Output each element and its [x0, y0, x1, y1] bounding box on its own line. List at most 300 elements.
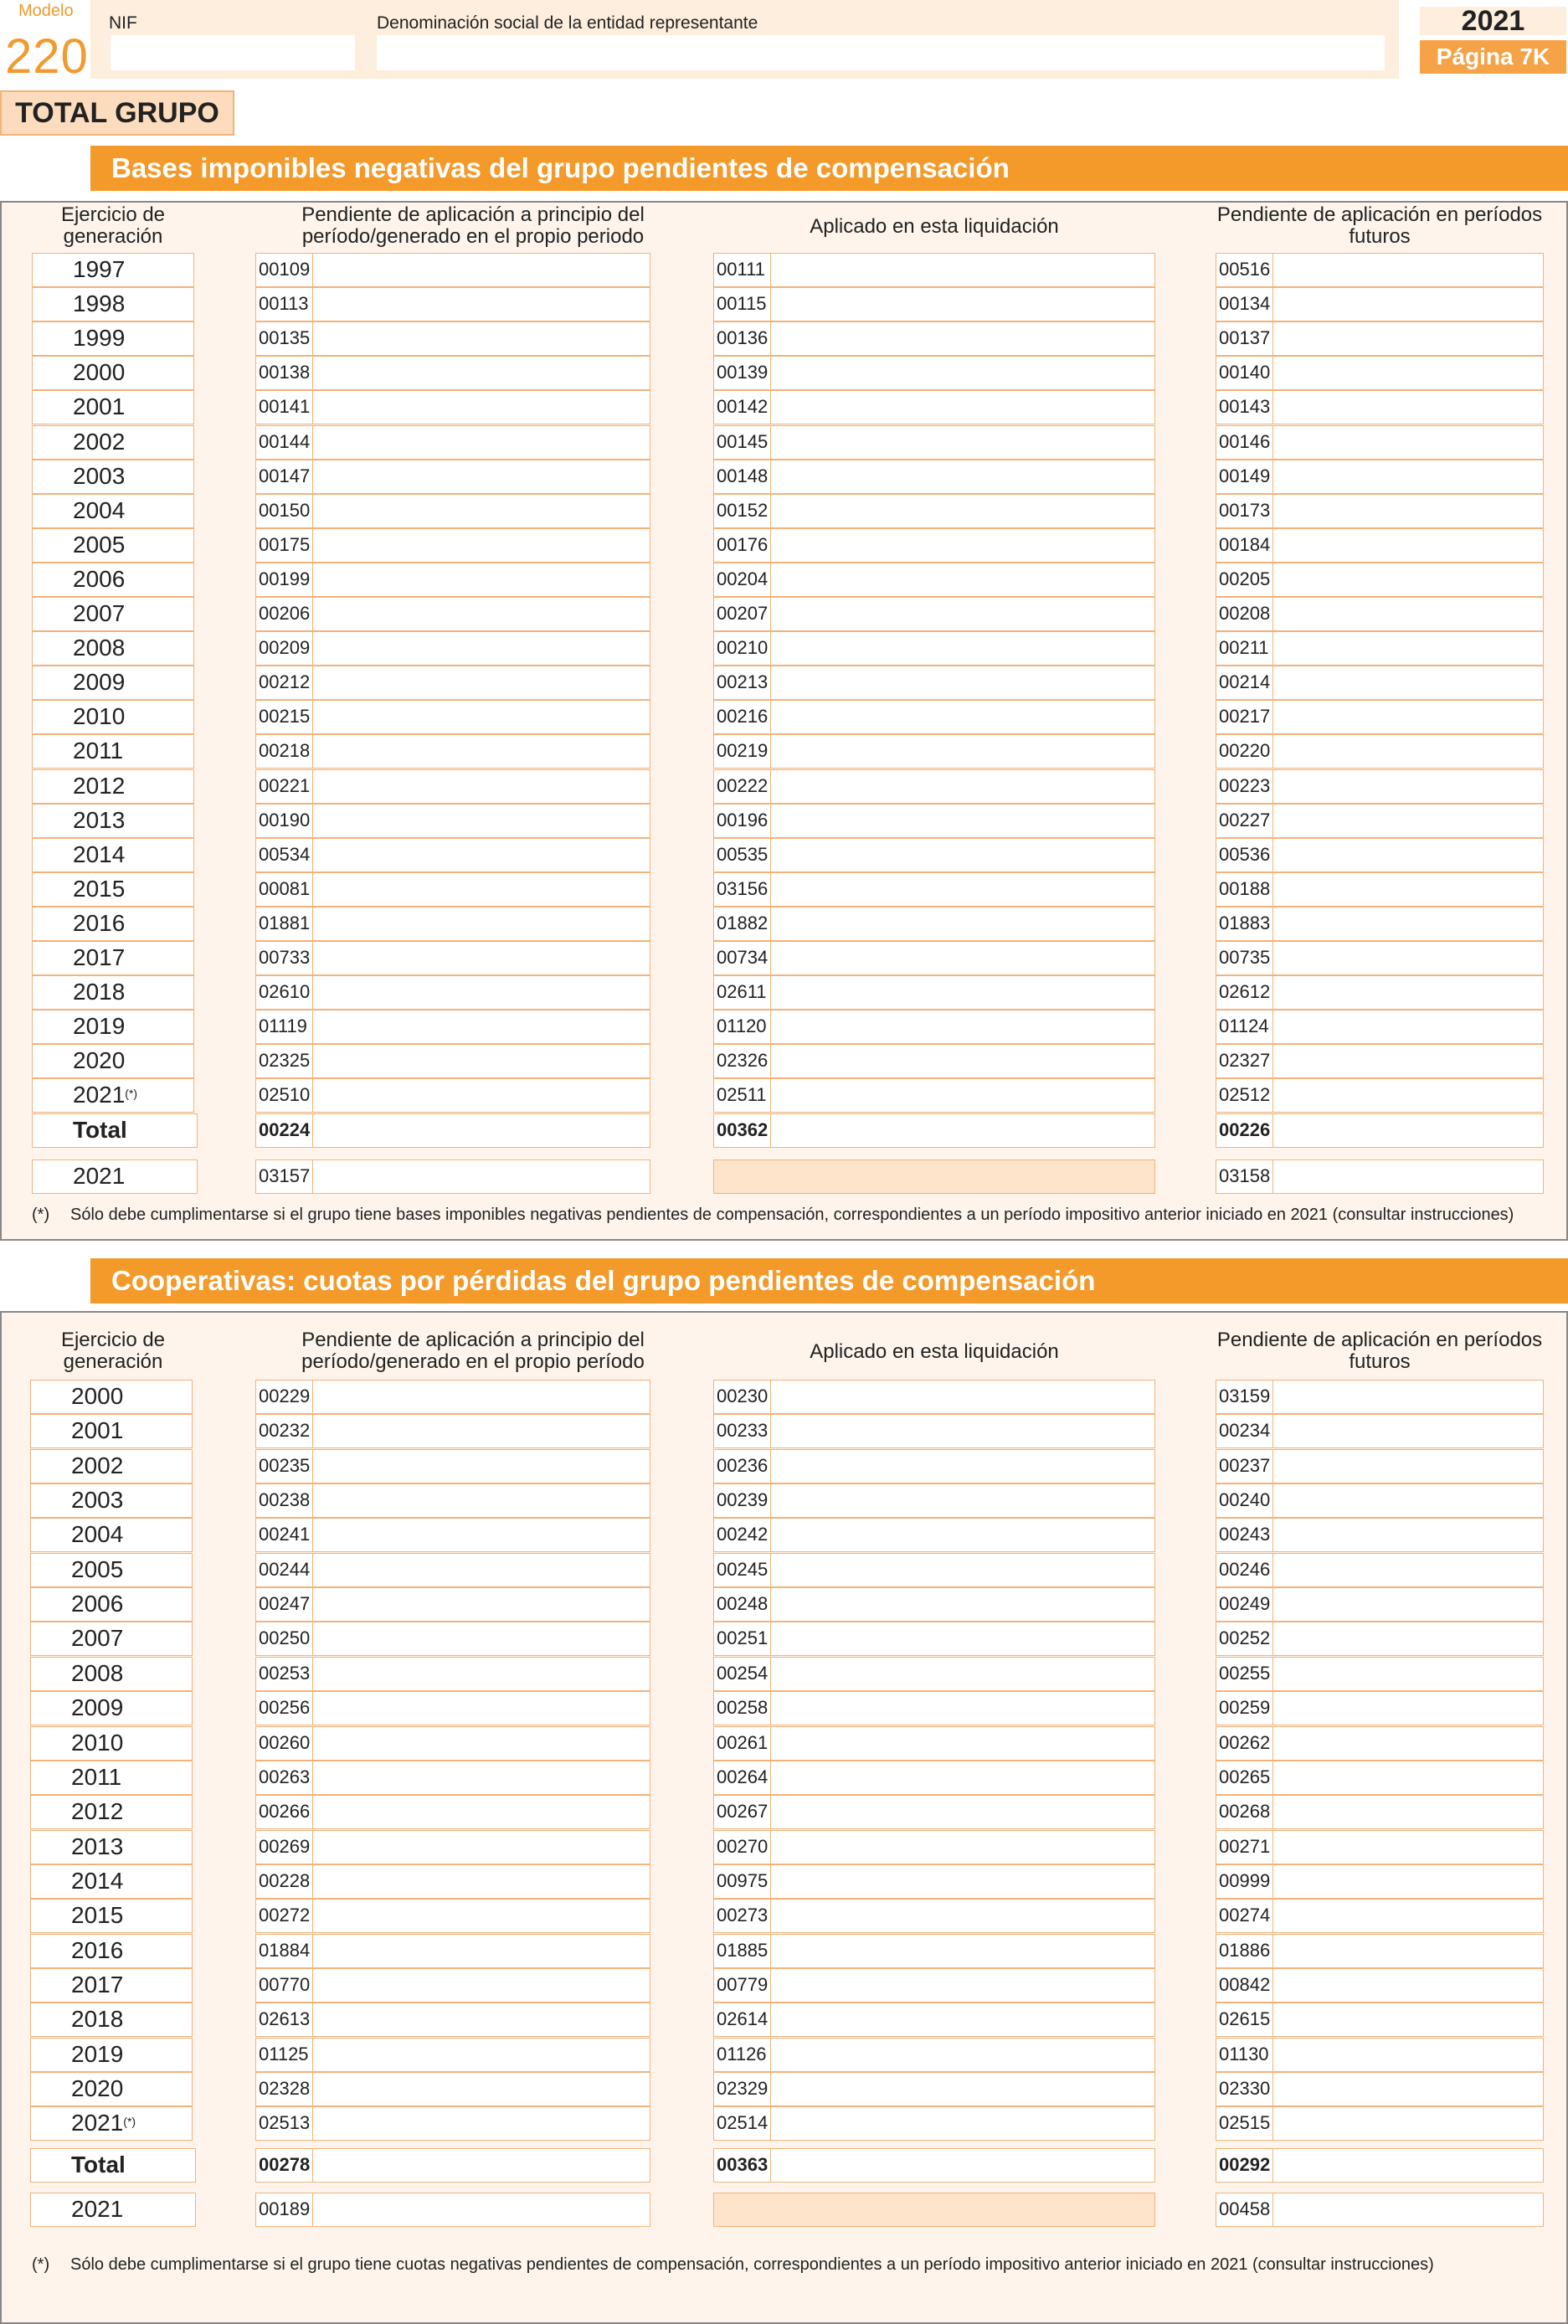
box-code: 00249 — [1216, 1588, 1273, 1621]
year-cell — [30, 1691, 193, 1725]
amount-field[interactable] — [255, 1830, 650, 1864]
amount-field[interactable] — [255, 2072, 650, 2106]
amount-field[interactable] — [255, 321, 650, 356]
year-label: 2020 — [71, 2075, 124, 2101]
amount-field[interactable] — [713, 1864, 1155, 1899]
amount-field[interactable] — [713, 390, 1155, 424]
amount-field[interactable] — [1216, 734, 1544, 769]
disabled-field — [713, 2193, 1155, 2227]
footnote-mark: (*) — [32, 2255, 50, 2274]
amount-field[interactable] — [1216, 1553, 1544, 1587]
box-code: 00363 — [714, 2149, 771, 2182]
year-cell — [30, 1761, 193, 1795]
amount-field[interactable] — [713, 1587, 1155, 1622]
amount-field[interactable] — [1216, 838, 1544, 872]
year-cell — [30, 1622, 193, 1656]
amount-field[interactable] — [713, 769, 1155, 804]
year-label: 2002 — [71, 1452, 124, 1478]
box-code: 00273 — [714, 1900, 771, 1932]
year-label: 2006 — [73, 565, 126, 592]
box-code: 00270 — [714, 1831, 771, 1864]
amount-field[interactable] — [255, 528, 650, 563]
amount-field[interactable] — [255, 2193, 650, 2227]
amount-field[interactable] — [1216, 1518, 1544, 1552]
amount-field[interactable] — [255, 1934, 650, 1968]
box-code: 00278 — [256, 2149, 313, 2182]
amount-field[interactable] — [1216, 1657, 1544, 1691]
amount-field[interactable] — [255, 1483, 650, 1518]
box-code: 00535 — [714, 839, 771, 872]
year-label: 2007 — [73, 600, 126, 626]
year-label: 2019 — [71, 2040, 124, 2067]
box-code: 03157 — [256, 1160, 313, 1193]
amount-field[interactable] — [713, 1761, 1155, 1795]
box-code: 01130 — [1216, 2039, 1273, 2071]
box-code: 00135 — [256, 322, 313, 355]
year-cell — [32, 666, 194, 700]
amount-field[interactable] — [713, 1691, 1155, 1725]
amount-field[interactable] — [713, 1553, 1155, 1587]
amount-field[interactable] — [255, 1726, 650, 1761]
box-code: 00224 — [256, 1114, 313, 1147]
box-code: 00136 — [714, 322, 771, 355]
year-cell — [32, 563, 194, 597]
amount-field[interactable] — [713, 631, 1155, 666]
amount-field[interactable] — [1216, 528, 1544, 563]
box-code: 00246 — [1216, 1554, 1273, 1586]
box-code: 00109 — [256, 254, 313, 286]
box-code: 00842 — [1216, 1969, 1273, 2002]
amount-field[interactable] — [713, 2003, 1155, 2037]
amount-field[interactable] — [1216, 1622, 1544, 1656]
year-label: 2002 — [73, 428, 126, 455]
year-label: 2007 — [71, 1625, 124, 1652]
amount-field[interactable] — [1216, 1483, 1544, 1518]
box-code: 00245 — [714, 1554, 771, 1586]
amount-field[interactable] — [1216, 1587, 1544, 1622]
amount-field[interactable] — [713, 597, 1155, 631]
amount-field[interactable] — [1216, 1761, 1544, 1795]
total-field[interactable] — [1216, 2148, 1544, 2183]
year-label: 2012 — [71, 1798, 124, 1825]
box-code: 02614 — [714, 2003, 771, 2036]
amount-field[interactable] — [1216, 2003, 1544, 2037]
year-cell — [30, 1449, 193, 1483]
year-label: 2017 — [73, 944, 126, 970]
amount-field[interactable] — [255, 1010, 650, 1044]
year-cell — [32, 700, 194, 734]
box-code: 00271 — [1216, 1831, 1273, 1864]
year-label: 2013 — [71, 1833, 124, 1859]
col-header-pendiente: Pendiente de aplicación a principio del período/generado en el propio periodo — [301, 203, 645, 248]
amount-field[interactable] — [255, 2003, 650, 2037]
amount-field[interactable] — [1216, 666, 1544, 700]
amount-field[interactable] — [713, 1622, 1155, 1656]
box-code: 00144 — [256, 426, 313, 459]
amount-field[interactable] — [255, 1159, 650, 1194]
amount-field[interactable] — [1216, 1864, 1544, 1899]
amount-field[interactable] — [1216, 390, 1544, 424]
amount-field[interactable] — [713, 460, 1155, 494]
amount-field[interactable] — [1216, 253, 1544, 287]
box-code: 00218 — [256, 735, 313, 768]
amount-field[interactable] — [255, 907, 650, 941]
year-badge: 2021 — [1420, 7, 1566, 35]
amount-field[interactable] — [713, 1795, 1155, 1829]
amount-field[interactable] — [255, 287, 650, 321]
amount-field[interactable] — [255, 1864, 650, 1899]
amount-field[interactable] — [1216, 321, 1544, 356]
year-label: 2014 — [71, 1867, 124, 1894]
amount-field[interactable] — [1216, 460, 1544, 494]
box-code: 00145 — [714, 426, 771, 459]
year-label: 2009 — [71, 1694, 124, 1721]
amount-field[interactable] — [713, 666, 1155, 700]
amount-field[interactable] — [1216, 872, 1544, 907]
amount-field[interactable] — [1216, 631, 1544, 666]
amount-field[interactable] — [713, 1449, 1155, 1483]
box-code: 00209 — [256, 632, 313, 665]
box-code: 02512 — [1216, 1079, 1273, 1112]
amount-field[interactable] — [1216, 1795, 1544, 1829]
box-code: 00779 — [714, 1969, 771, 2002]
box-code: 00226 — [1216, 1114, 1273, 1147]
amount-field[interactable] — [255, 253, 650, 287]
box-code: 00264 — [714, 1761, 771, 1794]
amount-field[interactable] — [255, 872, 650, 907]
box-code: 00152 — [714, 495, 771, 527]
amount-field[interactable] — [255, 563, 650, 597]
total-field[interactable] — [255, 2148, 650, 2183]
amount-field[interactable] — [713, 1010, 1155, 1044]
amount-field[interactable] — [713, 494, 1155, 528]
box-code: 01120 — [714, 1010, 771, 1043]
year-cell — [30, 1830, 193, 1864]
box-code: 00189 — [256, 2193, 313, 2226]
amount-field[interactable] — [713, 1518, 1155, 1552]
amount-field[interactable] — [255, 1761, 650, 1795]
amount-field[interactable] — [255, 1553, 650, 1587]
box-code: 00207 — [714, 598, 771, 630]
amount-field[interactable] — [713, 804, 1155, 838]
amount-field[interactable] — [713, 1380, 1155, 1414]
box-code: 00081 — [256, 873, 313, 906]
box-code: 00266 — [256, 1796, 313, 1828]
year-cell — [32, 425, 194, 460]
box-code: 02514 — [714, 2107, 771, 2140]
box-code: 02615 — [1216, 2003, 1273, 2036]
amount-field[interactable] — [1216, 1010, 1544, 1044]
box-code: 00733 — [256, 942, 313, 974]
amount-field[interactable] — [1216, 804, 1544, 838]
box-code: 00262 — [1216, 1727, 1273, 1760]
amount-field[interactable] — [255, 941, 650, 975]
box-code: 00534 — [256, 839, 313, 872]
page-badge: Página 7K — [1420, 40, 1566, 74]
amount-field[interactable] — [255, 1414, 650, 1448]
amount-field[interactable] — [1216, 2106, 1544, 2141]
box-code: 03158 — [1216, 1160, 1273, 1193]
amount-field[interactable] — [713, 1078, 1155, 1113]
total-field[interactable] — [1216, 1113, 1544, 1148]
box-code: 01885 — [714, 1935, 771, 1967]
amount-field[interactable] — [1216, 425, 1544, 460]
amount-field[interactable] — [255, 494, 650, 528]
year-cell — [32, 907, 194, 941]
amount-field[interactable] — [1216, 287, 1544, 321]
box-code: 00253 — [256, 1658, 313, 1690]
amount-field[interactable] — [713, 253, 1155, 287]
year-label: 1999 — [73, 325, 126, 352]
box-code: 00458 — [1216, 2193, 1273, 2226]
box-code: 00204 — [714, 563, 771, 596]
box-code: 00111 — [714, 254, 771, 286]
amount-field[interactable] — [1216, 2038, 1544, 2072]
col-header-aplicado: Aplicado en esta liquidación — [810, 215, 1059, 238]
year-cell — [32, 1078, 194, 1113]
total-field[interactable] — [713, 2148, 1155, 2183]
box-code: 00235 — [256, 1450, 313, 1483]
year-cell — [32, 838, 194, 872]
amount-field[interactable] — [713, 528, 1155, 563]
box-code: 00214 — [1216, 666, 1273, 699]
year-label: 2016 — [71, 1936, 124, 1963]
amount-field[interactable] — [1216, 1414, 1544, 1448]
amount-field[interactable] — [1216, 1159, 1544, 1194]
year-label: 2000 — [71, 1383, 124, 1409]
year-label: 2021 — [73, 1163, 126, 1189]
amount-field[interactable] — [255, 734, 650, 769]
amount-field[interactable] — [713, 907, 1155, 941]
box-code: 00265 — [1216, 1761, 1273, 1794]
amount-field[interactable] — [255, 631, 650, 666]
amount-field[interactable] — [1216, 597, 1544, 631]
amount-field[interactable] — [255, 425, 650, 460]
box-code: 00734 — [714, 942, 771, 974]
total-field[interactable] — [255, 1113, 650, 1148]
box-code: 00252 — [1216, 1622, 1273, 1655]
amount-field[interactable] — [255, 1078, 650, 1113]
amount-field[interactable] — [713, 1934, 1155, 1968]
amount-field[interactable] — [255, 804, 650, 838]
year-label: 2003 — [73, 462, 126, 489]
box-code: 02610 — [256, 976, 313, 1009]
amount-field[interactable] — [713, 2072, 1155, 2106]
year-cell — [32, 460, 194, 494]
amount-field[interactable] — [255, 356, 650, 390]
box-code: 00272 — [256, 1900, 313, 1932]
amount-field[interactable] — [713, 2038, 1155, 2072]
amount-field[interactable] — [255, 1380, 650, 1414]
amount-field[interactable] — [713, 941, 1155, 975]
box-code: 00175 — [256, 529, 313, 562]
amount-field[interactable] — [713, 1483, 1155, 1518]
amount-field[interactable] — [255, 1518, 650, 1552]
amount-field[interactable] — [255, 975, 650, 1010]
box-code: 00146 — [1216, 426, 1273, 459]
year-label: 2010 — [71, 1729, 124, 1756]
amount-field[interactable] — [713, 321, 1155, 356]
year-cell — [30, 1899, 193, 1933]
box-code: 00143 — [1216, 391, 1273, 424]
box-code: 00263 — [256, 1761, 313, 1794]
amount-field[interactable] — [713, 1899, 1155, 1933]
total-label-cell — [32, 1113, 198, 1148]
year-label: 2018 — [71, 2006, 124, 2033]
box-code: 00139 — [714, 357, 771, 389]
amount-field[interactable] — [713, 1657, 1155, 1691]
box-code: 02513 — [256, 2107, 313, 2140]
box-code: 00362 — [714, 1114, 771, 1147]
box-code: 00216 — [714, 701, 771, 733]
amount-field[interactable] — [713, 356, 1155, 390]
year-cell — [32, 321, 194, 356]
box-code: 00196 — [714, 805, 771, 837]
box-code: 00256 — [256, 1692, 313, 1725]
box-code: 02327 — [1216, 1045, 1273, 1077]
footnote-text: Sólo debe cumplimentarse si el grupo tiene bases imponibles negativas pendientes de compensación, correspondientes a un período impositivo anterior iniciado en 2021 (consultar instrucciones) — [70, 1206, 1514, 1224]
amount-field[interactable] — [1216, 1726, 1544, 1761]
box-code: 00536 — [1216, 839, 1273, 872]
box-code: 00206 — [256, 598, 313, 630]
box-code: 00208 — [1216, 598, 1273, 630]
box-code: 00221 — [256, 770, 313, 803]
amount-field[interactable] — [255, 1622, 650, 1656]
year-cell — [30, 2038, 193, 2072]
amount-field[interactable] — [1216, 494, 1544, 528]
year-cell — [32, 804, 194, 838]
box-code: 00141 — [256, 391, 313, 424]
amount-field[interactable] — [255, 1968, 650, 2003]
amount-field[interactable] — [713, 872, 1155, 907]
nif-input[interactable] — [111, 35, 355, 70]
year-cell — [32, 528, 194, 563]
amount-field[interactable] — [713, 838, 1155, 872]
amount-field[interactable] — [1216, 2193, 1544, 2227]
year-cell — [32, 975, 194, 1010]
year-cell — [30, 1657, 193, 1691]
year-cell — [32, 941, 194, 975]
amount-field[interactable] — [713, 1414, 1155, 1448]
year-label: 2011 — [73, 738, 124, 764]
year-label: 2000 — [73, 359, 126, 386]
section2-title: Cooperativas: cuotas por pérdidas del grupo pendientes de compensación — [90, 1258, 1568, 1303]
box-code: 01119 — [256, 1010, 313, 1043]
box-code: 00232 — [256, 1415, 313, 1447]
box-code: 00770 — [256, 1969, 313, 2002]
amount-field[interactable] — [713, 563, 1155, 597]
box-code: 01126 — [714, 2039, 771, 2071]
box-code: 00516 — [1216, 254, 1273, 286]
amount-field[interactable] — [713, 1968, 1155, 2003]
year-label: 2021 — [71, 2196, 124, 2222]
year-cell — [32, 356, 194, 390]
year-label: 2001 — [71, 1417, 124, 1444]
box-code: 02511 — [714, 1079, 771, 1112]
amount-field[interactable] — [255, 1044, 650, 1078]
amount-field[interactable] — [255, 769, 650, 804]
amount-field[interactable] — [1216, 1968, 1544, 2003]
amount-field[interactable] — [713, 1830, 1155, 1864]
amount-field[interactable] — [713, 734, 1155, 769]
amount-field[interactable] — [255, 700, 650, 734]
amount-field[interactable] — [1216, 907, 1544, 941]
box-code: 00999 — [1216, 1865, 1273, 1898]
amount-field[interactable] — [255, 1899, 650, 1933]
amount-field[interactable] — [1216, 975, 1544, 1010]
box-code: 00149 — [1216, 460, 1273, 493]
amount-field[interactable] — [255, 2106, 650, 2141]
amount-field[interactable] — [1216, 1899, 1544, 1933]
amount-field[interactable] — [1216, 1044, 1544, 1078]
box-code: 01884 — [256, 1935, 313, 1967]
amount-field[interactable] — [1216, 1078, 1544, 1113]
year-cell — [32, 494, 194, 528]
amount-field[interactable] — [1216, 700, 1544, 734]
amount-field[interactable] — [713, 287, 1155, 321]
year-label: 2005 — [73, 531, 126, 558]
year-cell — [32, 1044, 194, 1078]
box-code: 00258 — [714, 1692, 771, 1725]
amount-field[interactable] — [255, 597, 650, 631]
amount-field[interactable] — [1216, 1934, 1544, 1968]
box-code: 00254 — [714, 1658, 771, 1690]
amount-field[interactable] — [1216, 769, 1544, 804]
amount-field[interactable] — [713, 1044, 1155, 1078]
denominacion-input[interactable] — [377, 35, 1385, 70]
amount-field[interactable] — [255, 1795, 650, 1829]
footnote-mark: (*) — [123, 2115, 136, 2129]
box-code: 00142 — [714, 391, 771, 424]
box-code: 01125 — [256, 2039, 313, 2071]
amount-field[interactable] — [255, 666, 650, 700]
amount-field[interactable] — [1216, 563, 1544, 597]
year-cell — [30, 1726, 193, 1761]
amount-field[interactable] — [1216, 1449, 1544, 1483]
amount-field[interactable] — [1216, 1380, 1544, 1414]
amount-field[interactable] — [255, 460, 650, 494]
amount-field[interactable] — [713, 975, 1155, 1010]
amount-field[interactable] — [255, 1691, 650, 1725]
total-field[interactable] — [713, 1113, 1155, 1148]
year-cell — [30, 1553, 193, 1587]
box-code: 00240 — [1216, 1484, 1273, 1517]
amount-field[interactable] — [713, 2106, 1155, 2141]
amount-field[interactable] — [1216, 1691, 1544, 1725]
amount-field[interactable] — [255, 1657, 650, 1691]
amount-field[interactable] — [255, 390, 650, 424]
box-code: 00251 — [714, 1622, 771, 1655]
year-label: 2004 — [73, 496, 126, 523]
amount-field[interactable] — [1216, 941, 1544, 975]
amount-field[interactable] — [1216, 356, 1544, 390]
amount-field[interactable] — [713, 1726, 1155, 1761]
amount-field[interactable] — [1216, 2072, 1544, 2106]
amount-field[interactable] — [713, 425, 1155, 460]
box-code: 03159 — [1216, 1381, 1273, 1413]
section1-title: Bases imponibles negativas del grupo pendientes de compensación — [90, 146, 1568, 191]
amount-field[interactable] — [713, 700, 1155, 734]
amount-field[interactable] — [255, 1587, 650, 1622]
box-code: 00115 — [714, 288, 771, 321]
amount-field[interactable] — [255, 1449, 650, 1483]
box-code: 00176 — [714, 529, 771, 562]
amount-field[interactable] — [1216, 1830, 1544, 1864]
amount-field[interactable] — [255, 2038, 650, 2072]
year-cell — [30, 1864, 193, 1899]
amount-field[interactable] — [255, 838, 650, 872]
box-code: 00227 — [1216, 805, 1273, 837]
